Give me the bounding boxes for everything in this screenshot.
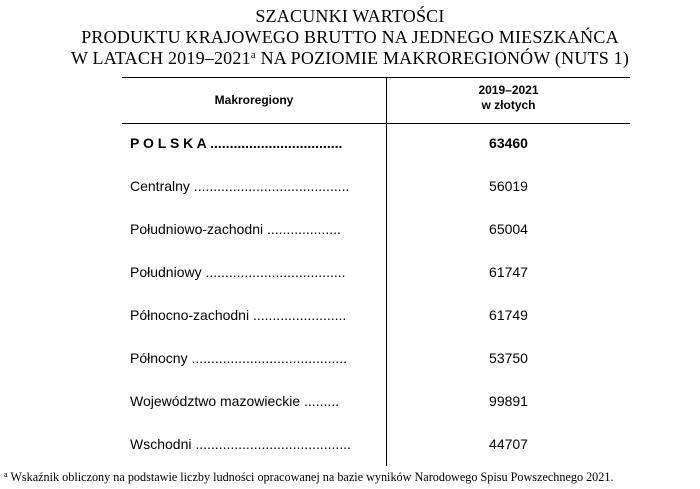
column-header-region: Makroregiony — [214, 93, 294, 107]
row-label-polnocno-zachodni: Północno-zachodni ........................ — [130, 307, 347, 323]
footnote — [4, 469, 698, 485]
row-value-poludniowy: 61747 — [489, 264, 528, 280]
column-header-value-years: 2019–2021 — [478, 83, 539, 97]
title-line-3-start: W LATACH 2019–2021 — [70, 48, 251, 68]
table-top-rule — [122, 77, 630, 78]
title-line-3 — [0, 48, 700, 68]
footnote-marker: a — [4, 470, 8, 479]
title-line-3-end: NA POZIOMIE MAKROREGIONÓW (NUTS 1) — [255, 48, 630, 68]
row-label-centralny: Centralny ........................................ — [130, 178, 350, 194]
footnote-text: Wskaźnik obliczony na podstawie liczby ludności opracowanej na bazie wyników Narodowego Spisu Powszechnego 2021. — [7, 470, 614, 484]
table-header-rule — [122, 123, 630, 124]
row-label-polnocny: Północny ........................................ — [130, 350, 348, 366]
row-value-polnocny: 53750 — [489, 350, 528, 366]
row-value-polska: 63460 — [489, 135, 528, 151]
title-line-2: PRODUKTU KRAJOWEGO BRUTTO NA JEDNEGO MIESZKAŃCA — [81, 27, 619, 47]
row-value-poludniowo-zachodni: 65004 — [489, 221, 528, 237]
column-header-value — [387, 83, 630, 113]
row-label-mazowieckie: Województwo mazowieckie ......... — [130, 393, 340, 409]
row-value-centralny: 56019 — [489, 178, 528, 194]
title-line-1: SZACUNKI WARTOŚCI — [255, 6, 445, 26]
row-label-wschodni: Wschodni ........................................ — [130, 436, 351, 452]
row-value-polnocno-zachodni: 61749 — [489, 307, 528, 323]
row-value-wschodni: 44707 — [489, 436, 528, 452]
row-value-mazowieckie: 99891 — [489, 393, 528, 409]
row-label-poludniowo-zachodni: Południowo-zachodni ................... — [130, 221, 341, 237]
row-label-polska: P O L S K A .................................. — [130, 135, 343, 151]
column-header-value-unit: w złotych — [481, 98, 536, 112]
title-footnote-marker: a — [250, 49, 256, 61]
row-label-poludniowy: Południowy .................................... — [130, 264, 346, 280]
